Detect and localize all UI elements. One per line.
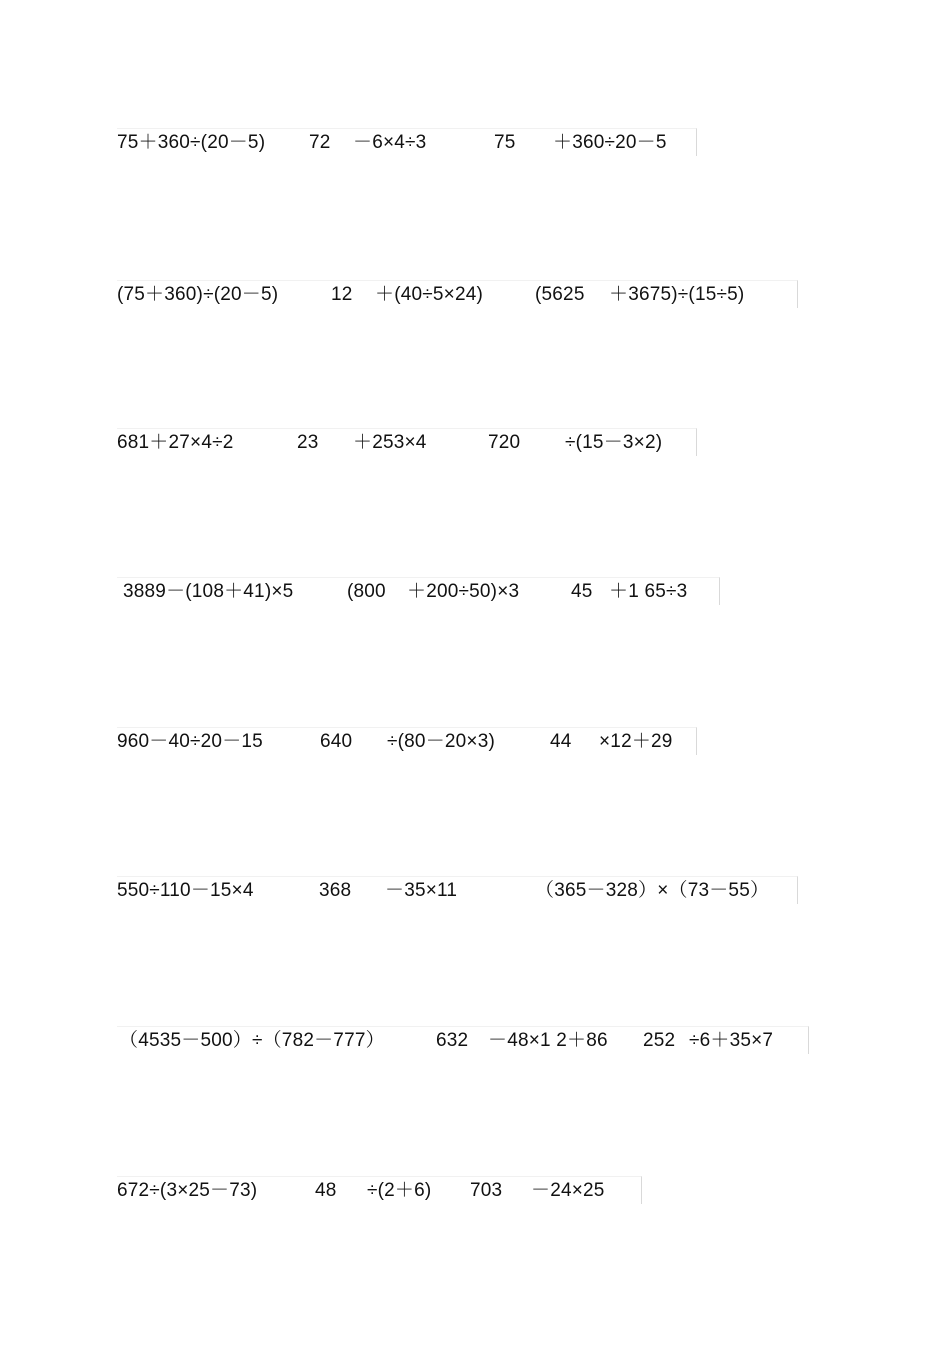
expression: 45 — [571, 581, 593, 602]
exercise-row — [117, 1026, 809, 1054]
expression: ÷6＋35×7 — [689, 1030, 774, 1051]
expression: －24×25 — [531, 1180, 605, 1201]
expression: （4535－500）÷（782－777） — [119, 1030, 385, 1051]
exercise-row — [117, 876, 798, 904]
expression: ＋200÷50)×3 — [407, 581, 520, 602]
expression: ÷(80－20×3) — [387, 731, 496, 752]
expression: 720 — [488, 432, 521, 453]
expression: 44 — [550, 731, 572, 752]
expression: 960－40÷20－15 — [117, 731, 263, 752]
exercise-row — [117, 727, 697, 755]
expression: 550÷110－15×4 — [117, 880, 254, 901]
exercise-row — [117, 280, 798, 308]
expression: 640 — [320, 731, 353, 752]
expression: 75 — [494, 132, 516, 153]
expression: ＋1 65÷3 — [609, 581, 688, 602]
expression: ÷(2＋6) — [367, 1180, 432, 1201]
expression: －6×4÷3 — [353, 132, 427, 153]
expression: 632 — [436, 1030, 469, 1051]
expression: 3889－(108＋41)×5 — [123, 581, 294, 602]
expression: ÷(15－3×2) — [565, 432, 663, 453]
expression: 48 — [315, 1180, 337, 1201]
expression: 23 — [297, 432, 319, 453]
expression: ＋3675)÷(15÷5) — [609, 284, 745, 305]
exercise-row — [117, 1176, 642, 1204]
expression: 672÷(3×25－73) — [117, 1180, 258, 1201]
expression: ×12＋29 — [599, 731, 673, 752]
expression: （365－328）×（73－55） — [535, 880, 770, 901]
expression: 252 — [643, 1030, 676, 1051]
expression: 75＋360÷(20－5) — [117, 132, 266, 153]
exercise-row — [117, 577, 720, 605]
expression: (800 — [347, 581, 386, 602]
expression: 703 — [470, 1180, 503, 1201]
expression: 681＋27×4÷2 — [117, 432, 234, 453]
expression: ＋360÷20－5 — [553, 132, 667, 153]
expression: －48×1 2＋86 — [488, 1030, 608, 1051]
expression: ＋(40÷5×24) — [375, 284, 484, 305]
expression: 12 — [331, 284, 353, 305]
expression: 72 — [309, 132, 331, 153]
expression: 368 — [319, 880, 352, 901]
expression: ＋253×4 — [353, 432, 427, 453]
exercise-row — [117, 428, 697, 456]
expression: －35×11 — [385, 880, 458, 901]
expression: (75＋360)÷(20－5) — [117, 284, 279, 305]
expression: (5625 — [535, 284, 585, 305]
exercise-row — [117, 128, 697, 156]
